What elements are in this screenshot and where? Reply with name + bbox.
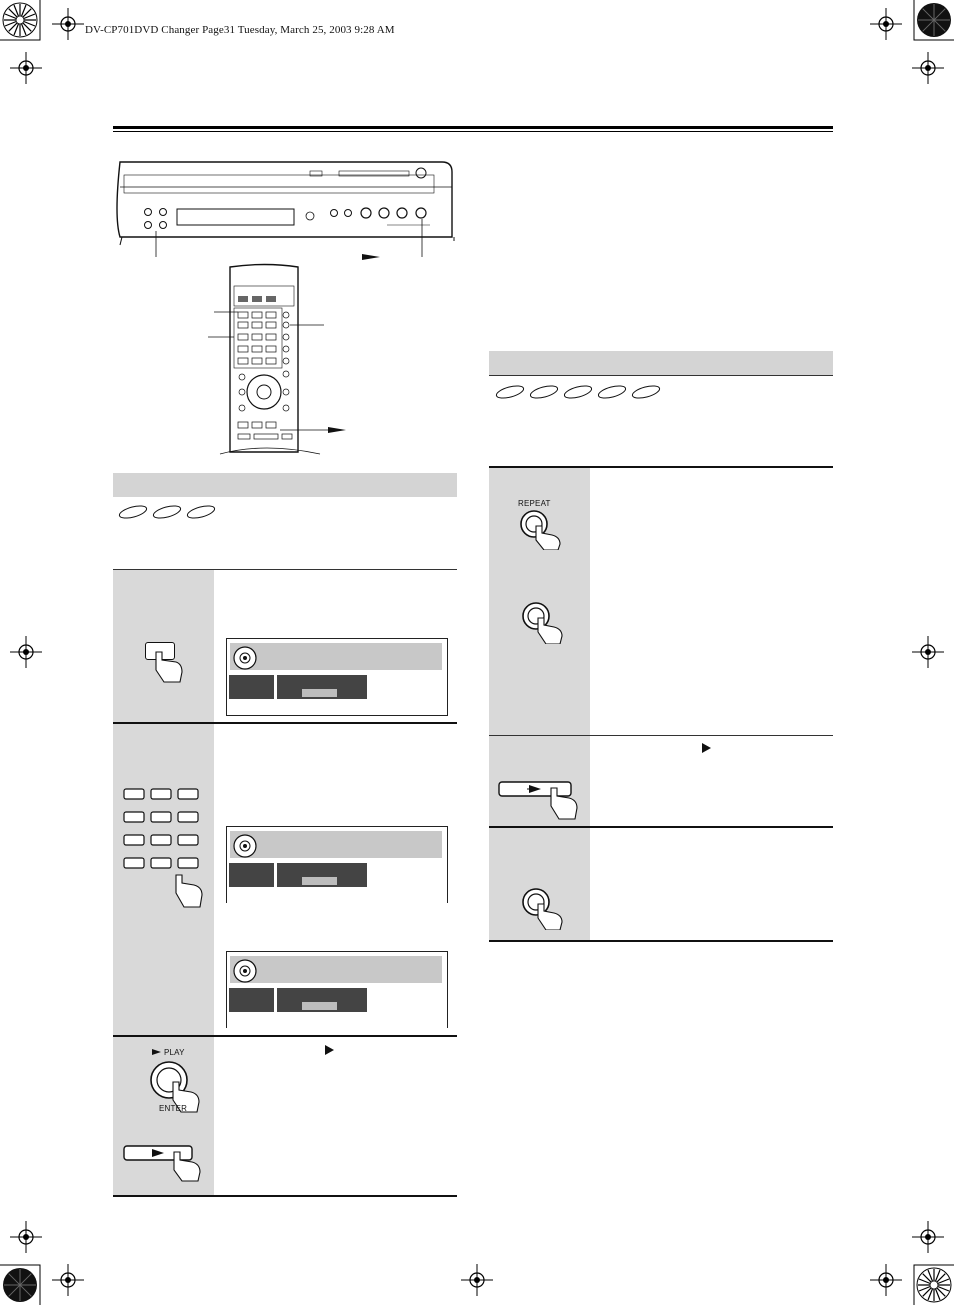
play-arrow-icon bbox=[325, 1045, 335, 1055]
hand-pointer-icon bbox=[152, 650, 188, 684]
repeat-button-illustration bbox=[518, 508, 568, 550]
left-step1-osd-box-a bbox=[229, 675, 274, 699]
play-arrow-icon bbox=[152, 1048, 162, 1056]
round-button-illustration bbox=[520, 886, 570, 930]
right-disc-icons bbox=[492, 382, 672, 400]
left-step2-osd-a-slot bbox=[302, 877, 337, 885]
left-step2-osd-a-box-a bbox=[229, 863, 274, 887]
left-step1-osd-slot bbox=[302, 689, 337, 697]
top-rule bbox=[113, 126, 833, 129]
disc-icon bbox=[232, 833, 258, 859]
right-band-rule bbox=[489, 375, 833, 376]
left-section-bottom-rule bbox=[113, 1195, 457, 1197]
disc-icon bbox=[232, 645, 258, 671]
right-section-bottom-rule bbox=[489, 940, 833, 942]
left-step2-osd-a-bar bbox=[230, 831, 442, 858]
print-header-line: DV-CP701DVD Changer Page31 Tuesday, March 25, 2003 9:28 AM bbox=[85, 24, 395, 36]
disc-icon bbox=[232, 958, 258, 984]
right-section-band bbox=[489, 351, 833, 375]
left-step2-osd-b-bar bbox=[230, 956, 442, 983]
left-step1-osd-bar bbox=[230, 643, 442, 670]
repeat-label: REPEAT bbox=[518, 499, 551, 508]
top-rule-thin bbox=[113, 131, 833, 132]
round-button-illustration bbox=[520, 600, 570, 644]
dvd-changer-illustration bbox=[112, 157, 462, 262]
play-label: PLAY bbox=[164, 1048, 185, 1057]
play-button-illustration bbox=[497, 776, 587, 820]
left-step2-osd-b-slot bbox=[302, 1002, 337, 1010]
enter-label: ENTER bbox=[159, 1104, 188, 1113]
play-button-illustration bbox=[122, 1140, 207, 1182]
play-arrow-icon bbox=[702, 743, 712, 753]
left-step2-osd-b-box-a bbox=[229, 988, 274, 1012]
left-section-band bbox=[113, 473, 457, 497]
number-keypad-illustration bbox=[120, 785, 210, 910]
left-disc-icons bbox=[115, 502, 225, 520]
remote-control-illustration bbox=[200, 262, 360, 457]
